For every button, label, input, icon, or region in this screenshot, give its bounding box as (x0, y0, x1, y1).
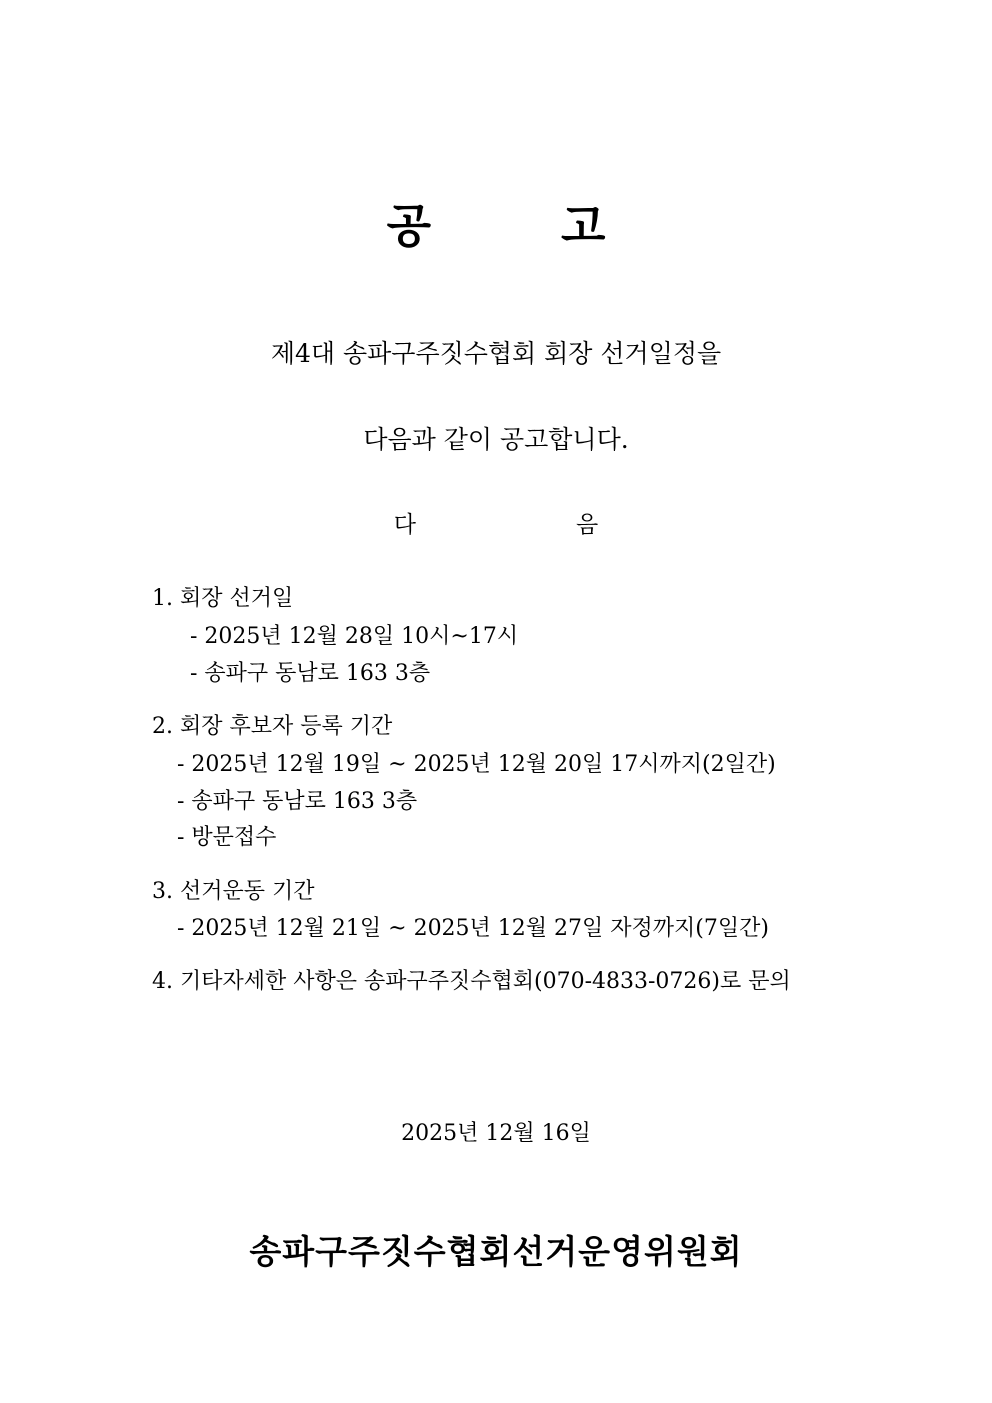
details-heading-left: 다 (393, 512, 416, 538)
organization-name: 송파구주짓수협회선거운영위원회 (249, 1232, 743, 1271)
section-1-title: 1. 회장 선거일 (152, 586, 294, 611)
details-heading-right: 음 (576, 512, 599, 538)
section-1-line-2: - 송파구 동남로 163 3층 (190, 661, 431, 686)
notice-title-right: 고 (561, 199, 606, 253)
section-3-title: 3. 선거운동 기간 (152, 879, 315, 904)
intro-line-1: 제4대 송파구주짓수협회 회장 선거일정을 (270, 339, 722, 368)
section-4-title: 4. 기타자세한 사항은 송파구주짓수협회(070-4833-0726)로 문의 (152, 969, 791, 994)
section-2-line-3: - 방문접수 (177, 825, 277, 850)
section-2-title: 2. 회장 후보자 등록 기간 (152, 714, 393, 739)
notice-date: 2025년 12월 16일 (401, 1121, 591, 1146)
notice-title (0, 196, 992, 256)
notice-title-left: 공 (386, 199, 431, 253)
section-2-line-1: - 2025년 12월 19일 ~ 2025년 12월 20일 17시까지(2일간) (177, 752, 776, 777)
section-3-line-1: - 2025년 12월 21일 ~ 2025년 12월 27일 자정까지(7일간) (177, 916, 769, 941)
details-heading (0, 509, 992, 541)
section-2-line-2: - 송파구 동남로 163 3층 (177, 789, 418, 814)
section-1-line-1: - 2025년 12월 28일 10시~17시 (190, 624, 519, 649)
intro-line-2: 다음과 같이 공고합니다. (363, 425, 629, 454)
